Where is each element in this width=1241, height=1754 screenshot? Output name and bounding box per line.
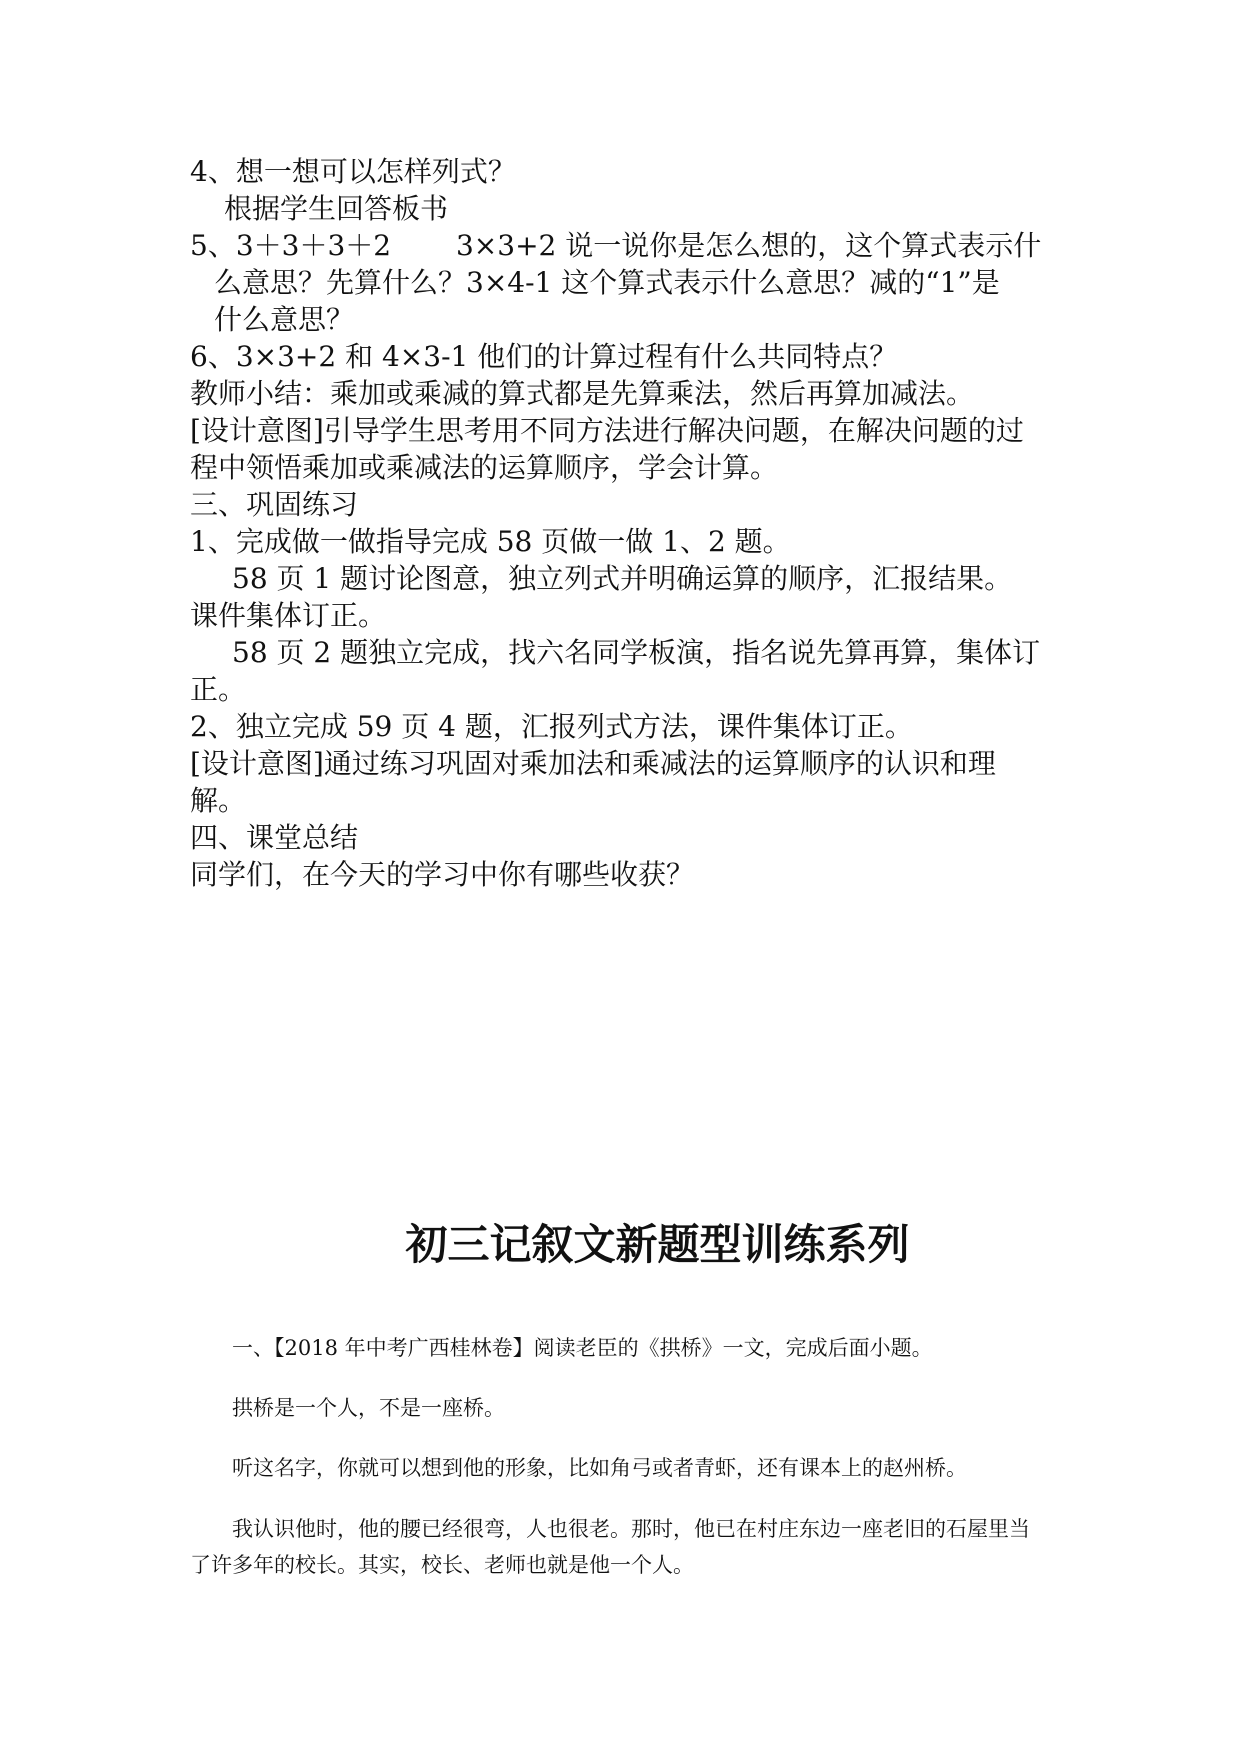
teacher-summary: 教师小结：乘加或乘减的算式都是先算乘法，然后再算加减法。: [190, 377, 975, 410]
design-intent-2-line-1: [设计意图]通过练习巩固对乘加法和乘减法的运算顺序的认识和理: [190, 747, 996, 780]
summary-question: 同学们，在今天的学习中你有哪些收获？: [190, 858, 695, 891]
question-5-line-3: 什么意思？: [214, 303, 355, 336]
design-intent-2-line-2: 解。: [190, 784, 247, 817]
exercise-intro: 一、【2018 年中考广西桂林卷】阅读老臣的《拱桥》一文，完成后面小题。: [232, 1336, 933, 1360]
question-4: 4、想一想可以怎样列式？: [190, 155, 516, 188]
practice-item-1-detail-b: 58 页 2 题独立完成，找六名同学板演，指名说先算再算，集体订: [232, 636, 1041, 669]
practice-item-1-detail-b-cont: 正。: [190, 673, 247, 706]
section-heading-summary: 四、课堂总结: [190, 821, 359, 854]
page-title: 初三记叙文新题型训练系列: [405, 1220, 910, 1269]
question-5-line-1: 5、3＋3＋3＋2 3×3+2 说一说你是怎么想的，这个算式表示什: [190, 229, 1042, 262]
practice-item-1-detail-a: 58 页 1 题讨论图意，独立列式并明确运算的顺序，汇报结果。: [232, 562, 1013, 595]
design-intent-1-line-2: 程中领悟乘加或乘减法的运算顺序，学会计算。: [190, 451, 779, 484]
question-5-line-2: 么意思？先算什么？3×4-1 这个算式表示什么意思？减的“1”是: [214, 266, 1000, 299]
story-paragraph-3-line-1: 我认识他时，他的腰已经很弯，人也很老。那时，他已在村庄东边一座老旧的石屋里当: [232, 1517, 1030, 1541]
question-6: 6、3×3+2 和 4×3-1 他们的计算过程有什么共同特点？: [190, 340, 898, 373]
story-paragraph-2: 听这名字，你就可以想到他的形象，比如角弓或者青虾，还有课本上的赵州桥。: [232, 1456, 967, 1480]
section-heading-practice: 三、巩固练习: [190, 488, 359, 521]
practice-item-1-detail-a-cont: 课件集体订正。: [190, 599, 387, 632]
practice-item-1: 1、完成做一做指导完成 58 页做一做 1、2 题。: [190, 525, 791, 558]
story-paragraph-1: 拱桥是一个人，不是一座桥。: [232, 1396, 505, 1420]
design-intent-1-line-1: [设计意图]引导学生思考用不同方法进行解决问题，在解决问题的过: [190, 414, 1024, 447]
board-note: 根据学生回答板书: [224, 192, 449, 225]
story-paragraph-3-line-2: 了许多年的校长。其实，校长、老师也就是他一个人。: [190, 1553, 694, 1577]
practice-item-2: 2、独立完成 59 页 4 题，汇报列式方法，课件集体订正。: [190, 710, 913, 743]
